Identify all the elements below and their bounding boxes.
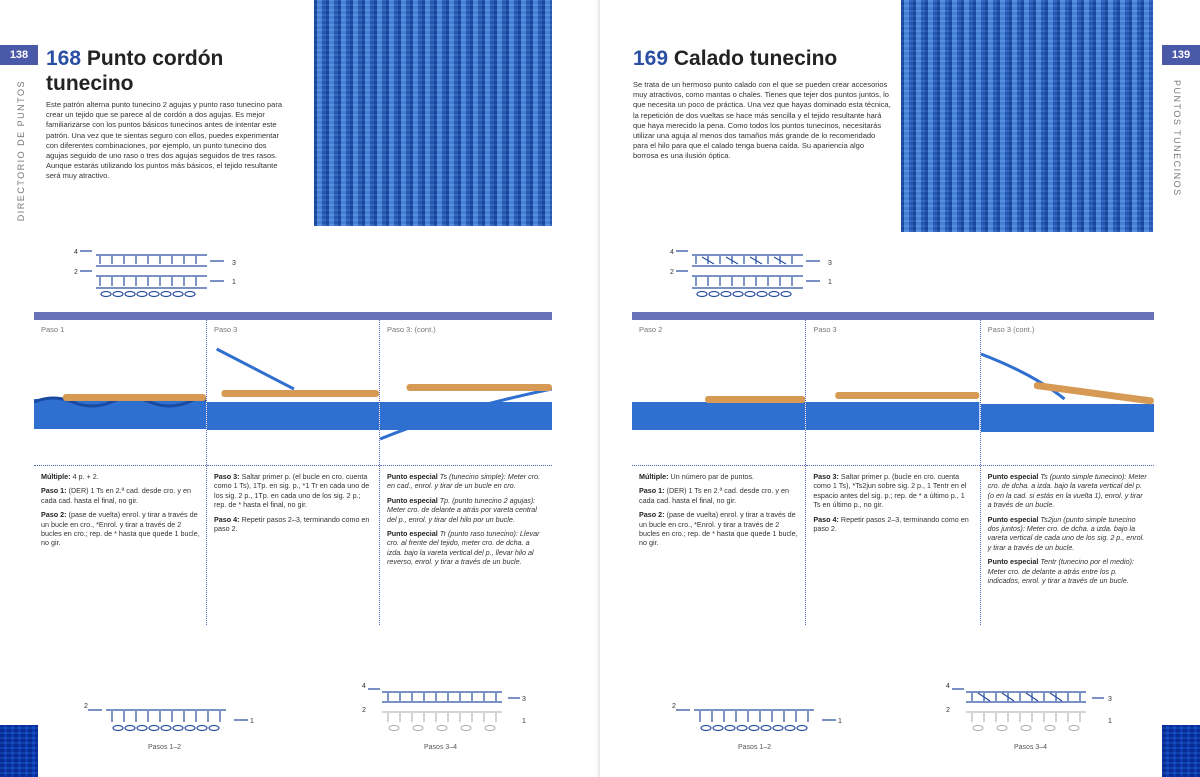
step-term: Punto especial — [987, 557, 1039, 567]
step-term: Punto especial — [387, 472, 438, 481]
step-term: Múltiple: — [41, 472, 71, 481]
row-label-2: 2 — [74, 269, 78, 276]
step-paragraph — [988, 472, 1148, 510]
step-term: Punto especial — [987, 514, 1039, 524]
intro-text: Se trata de un hermoso punto calado con el que se pueden crear accesorios muy atractivos, como mantas o chales. Tienes que tejer dos puntos juntos, lo que necesita un poco de práctica. Una vez que hayas dominado esta técnica, la repetición de dos vueltas se hace más sencilla y el tejido resultante hará que haya merecido la pena. Como todos los puntos tunecinos, necesitarás utilizar una aguja al menos dos tamaños más grande de lo recomendado para el hilo para que el calado tenga buena caída. Su apariencia algo borrosa es una ilusión óptica. — [633, 80, 891, 161]
step-column — [632, 320, 806, 625]
step-column — [981, 320, 1154, 625]
steps-header-bar — [34, 312, 552, 320]
corner-swatch-thumbnail — [1162, 725, 1200, 777]
step-photo — [207, 344, 379, 442]
row-label-1: 1 — [838, 718, 842, 725]
section-side-label: DIRECTORIO DE PUNTOS — [16, 80, 26, 222]
row-label-4: 4 — [946, 683, 950, 690]
step-column — [806, 320, 980, 625]
step-paragraph — [988, 557, 1148, 585]
row-label-3: 3 — [522, 696, 526, 703]
row-label-4: 4 — [362, 683, 366, 690]
step-photo — [632, 344, 805, 442]
intro-text: Este patrón alterna punto tunecino 2 agujas y punto raso tunecino para crear un tejido que se parece al de cordón a dos agujas. Es mejor familiarizarse con los puntos básicos tunecinos antes de intentar este patrón. Una vez que te sientas seguro con ellos, puedes experimentar con diferentes combinaciones, por ejemplo, un punto tunecino dos agujas seguido de uno raso o tres dos agujas seguidos de tres rasos. Aunque estarás utilizando los puntos más básicos, el tejido resultante será muy atractivo. — [46, 100, 282, 181]
step-paragraph — [639, 486, 799, 505]
row-label-1: 1 — [232, 279, 236, 286]
page-number: 138 — [0, 45, 38, 65]
step-text — [380, 466, 552, 567]
step-term: Paso 4: — [214, 514, 240, 524]
right-page — [600, 0, 1200, 777]
step-term: Punto especial — [387, 529, 438, 539]
step-text — [981, 466, 1154, 585]
step-term: Paso 1: — [639, 486, 665, 496]
row-label-1: 1 — [828, 279, 832, 286]
step-run: Tr (punto raso tunecino): Llevar cro. al frente del tejido, meter cro. de dcha. a izda. bajo la vareta vertical del p., llevar hilo al reverso, enrol. y tirar a través de un bucle. — [387, 529, 540, 567]
step-column — [380, 320, 552, 625]
step-term: Paso 2: — [41, 510, 67, 520]
step-term: Punto especial — [387, 495, 438, 505]
step-photo — [981, 344, 1154, 442]
row-label-3: 3 — [828, 260, 832, 267]
row-label-4: 4 — [670, 249, 674, 256]
diagram-caption: Pasos 1–2 — [738, 744, 772, 751]
diagram-caption: Pasos 3–4 — [424, 744, 458, 751]
step-run: Repetir pasos 2–3, terminando como en paso 2. — [813, 514, 969, 534]
step-run: Ts (punto simple tunecino): Meter cro. de dcha. a izda. bajo la vareta vertical del p. (o en la cad. si estás en la vuelta 1), enrol. y tirar a través de un bucle. — [987, 472, 1147, 510]
step-paragraph — [639, 472, 799, 481]
step-paragraph — [41, 472, 200, 481]
row-label-2: 2 — [946, 707, 950, 714]
stitch-diagram-rows-3-4 — [944, 676, 1114, 738]
step-paragraph — [41, 486, 200, 505]
step-paragraph — [387, 529, 546, 567]
step-text — [207, 466, 379, 533]
step-photo — [34, 344, 206, 442]
step-run: (pase de vuelta) enrol. y tirar a través de un bucle en cro., *Enrol. y tirar a través de 2 bucles en cro.; rep. de * hasta que quede 1 bucle, no gir. — [639, 510, 798, 548]
step-photo — [806, 344, 979, 442]
diagram-caption: Pasos 1–2 — [148, 744, 182, 751]
step-run: Tentr (tunecino por el medio): Meter cro. de delante a atrás entre los p. indicados, enrol. y tirar a través de un bucle. — [987, 557, 1135, 586]
step-column — [207, 320, 380, 625]
row-label-3: 3 — [1108, 696, 1112, 703]
step-term: Paso 3: — [813, 472, 839, 481]
stitch-diagram-rows-1-2 — [84, 676, 254, 738]
step-paragraph — [639, 510, 799, 548]
stitch-swatch-photo — [314, 0, 552, 226]
pattern-title — [633, 46, 883, 71]
pattern-name: Calado tunecino — [673, 47, 838, 70]
pattern-name: Punto cordón tunecino — [46, 47, 224, 95]
step-label: Paso 3: (cont.) — [387, 325, 436, 334]
step-label: Paso 3 — [813, 325, 837, 334]
step-paragraph — [214, 472, 373, 510]
step-photo — [380, 344, 552, 442]
stitch-diagram-rows-3-4 — [360, 676, 528, 738]
steps-table — [632, 320, 1154, 625]
row-label-3: 3 — [232, 260, 236, 267]
step-label: Paso 3 (cont.) — [987, 325, 1035, 334]
step-term: Paso 1: — [41, 486, 67, 496]
steps-header-bar — [632, 312, 1154, 320]
step-run: (DER) 1 Ts en 2.ª cad. desde cro. y en cada cad. hasta el final, no gir. — [41, 486, 191, 505]
step-label: Paso 2 — [639, 325, 663, 334]
step-paragraph — [387, 496, 546, 524]
step-paragraph — [387, 472, 546, 491]
step-run: Tp. (punto tunecino 2 agujas): Meter cro. de delante a atrás por vareta central del p., enrol. y tirar del hilo por un bucle. — [387, 495, 537, 524]
steps-table — [34, 320, 552, 625]
pattern-title — [46, 46, 291, 96]
stitch-swatch-photo — [901, 0, 1153, 232]
stitch-symbol-diagram — [72, 246, 242, 304]
step-run: Saltar primer p. (bucle en cro. cuenta como 1 Ts), *Ts2jun sobre sig. 2 p., 1 Tentr en el espacio antes del sig. p.; rep. de * a último p., 1 Ts en último p., no gir. — [813, 472, 967, 510]
step-run: Repetir pasos 2–3, terminando como en paso 2. — [214, 514, 370, 534]
step-text — [34, 466, 206, 548]
step-term: Paso 2: — [639, 510, 665, 520]
step-text — [806, 466, 979, 533]
step-run: Un número par de puntos. — [668, 472, 755, 481]
step-run: Saltar primer p. (el bucle en cro. cuenta como 1 Ts), 1Tp. en sig. p., *1 Tr en cada uno de los sig. 2 p., 1Tp. en cada uno de los sig. 2 p.; rep. de * hasta el final, no gir. — [214, 472, 370, 510]
row-label-1: 1 — [250, 718, 254, 725]
pattern-number: 168 — [46, 47, 82, 70]
step-label: Paso 3 — [214, 325, 238, 334]
row-label-2: 2 — [362, 707, 366, 714]
step-run: Ts2jun (punto simple tunecino dos juntos): Meter cro. de dcha. a izda. bajo la vareta vertical de cada uno de los sig. 2 p., enrol. y tirar a través de un bucle. — [987, 514, 1145, 552]
row-label-2: 2 — [84, 703, 88, 710]
diagram-caption: Pasos 3–4 — [1014, 744, 1048, 751]
step-run: (DER) 1 Ts en 2.ª cad. desde cro. y en cada cad. hasta el final, no gir. — [639, 486, 789, 505]
step-label: Paso 1 — [41, 325, 65, 334]
step-paragraph — [988, 515, 1148, 553]
stitch-symbol-diagram — [668, 246, 838, 304]
section-side-label: PUNTOS TUNECINOS — [1172, 80, 1182, 197]
step-run: Ts (tunecino simple): Meter cro. en cad., enrol. y tirar de un bucle en cro. — [387, 472, 541, 491]
row-label-2: 2 — [670, 269, 674, 276]
step-run: 4 p. + 2. — [70, 472, 99, 481]
step-text — [632, 466, 805, 548]
step-run: (pase de vuelta) enrol. y tirar a través de un bucle en cro., *Enrol. y tirar a través de 2 bucles en cro.; rep. de * hasta que quede 1 bucle, no gir. — [41, 510, 200, 548]
row-label-1: 1 — [1108, 718, 1112, 725]
row-label-4: 4 — [74, 249, 78, 256]
step-paragraph — [214, 515, 373, 534]
stitch-diagram-rows-1-2 — [672, 676, 842, 738]
row-label-2: 2 — [672, 703, 676, 710]
page-number: 139 — [1162, 45, 1200, 65]
pattern-number: 169 — [633, 47, 669, 70]
step-term: Paso 3: — [214, 472, 240, 481]
step-paragraph — [41, 510, 200, 548]
corner-swatch-thumbnail — [0, 725, 38, 777]
step-paragraph — [813, 472, 973, 510]
step-term: Paso 4: — [813, 514, 839, 524]
step-term: Punto especial — [987, 472, 1039, 481]
row-label-1: 1 — [522, 718, 526, 725]
step-column — [34, 320, 207, 625]
step-term: Múltiple: — [639, 472, 669, 481]
step-paragraph — [813, 515, 973, 534]
